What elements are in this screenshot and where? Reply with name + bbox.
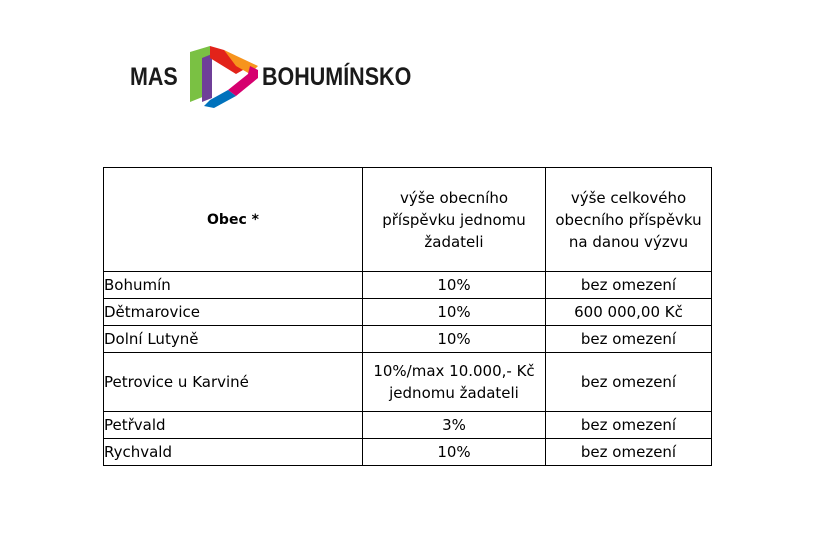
- cell-celkem: bez omezení: [546, 353, 712, 412]
- logo-mark-icon: [180, 44, 264, 110]
- cell-prispevek: [363, 353, 546, 412]
- cell-celkem: bez omezení: [546, 439, 712, 466]
- cell-prispevek: 3%: [363, 412, 546, 439]
- cell-obec: Dolní Lutyně: [104, 326, 363, 353]
- cell-celkem: 600 000,00 Kč: [546, 299, 712, 326]
- table-row: [104, 272, 712, 299]
- cell-celkem: bez omezení: [546, 412, 712, 439]
- table-header-row: [104, 168, 712, 272]
- cell-obec: Rychvald: [104, 439, 363, 466]
- table-row: [104, 439, 712, 466]
- table-row: [104, 299, 712, 326]
- cell-prispevek-text: 10%/max 10.000,- Kč jednomu žadateli: [373, 362, 535, 402]
- header-obec: Obec *: [104, 168, 363, 272]
- header-celkem-text: výše celkového obecního příspěvku na danou výzvu: [555, 188, 702, 251]
- cell-prispevek: 10%: [363, 326, 546, 353]
- cell-celkem: bez omezení: [546, 326, 712, 353]
- logo-text-mas: MAS: [130, 62, 178, 91]
- logo-text-bohuminsko: BOHUMÍNSKO: [261, 62, 411, 91]
- table-row: [104, 353, 712, 412]
- header-prispevek-text: výše obecního příspěvku jednomu žadateli: [382, 188, 526, 251]
- table-row: [104, 326, 712, 353]
- cell-obec: Bohumín: [104, 272, 363, 299]
- table-row: [104, 412, 712, 439]
- cell-prispevek: 10%: [363, 439, 546, 466]
- cell-obec: Petrovice u Karviné: [104, 353, 363, 412]
- header-celkem: [546, 168, 712, 272]
- contribution-table: [103, 167, 712, 466]
- cell-obec: Petřvald: [104, 412, 363, 439]
- cell-celkem: bez omezení: [546, 272, 712, 299]
- cell-obec: Dětmarovice: [104, 299, 363, 326]
- logo: [130, 44, 435, 110]
- cell-prispevek: 10%: [363, 272, 546, 299]
- header-prispevek: [363, 168, 546, 272]
- cell-prispevek: 10%: [363, 299, 546, 326]
